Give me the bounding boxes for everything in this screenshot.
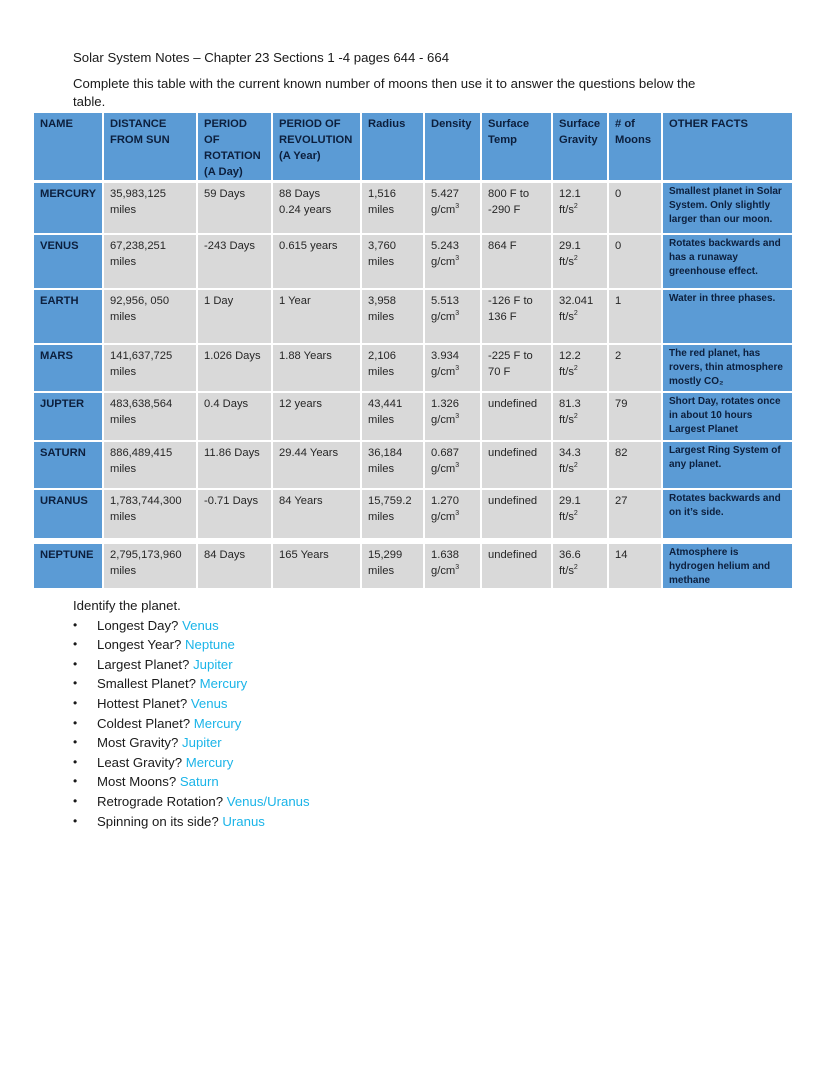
moons-cell: 27 <box>609 490 663 540</box>
planet-name: JUPTER <box>34 393 104 442</box>
moons-cell: 14 <box>609 540 663 590</box>
bullet-icon: • <box>73 637 78 652</box>
surface-temp-cell: undefined <box>482 540 553 590</box>
bullet-icon: • <box>73 695 78 710</box>
table-row <box>34 235 794 290</box>
distance-cell: 141,637,725 miles <box>104 345 198 393</box>
distance-cell: 35,983,125 miles <box>104 183 198 235</box>
header-surface-gravity: Surface Gravity <box>553 113 609 183</box>
density-cell: 3.934 $g/cm^3$ <box>425 345 482 393</box>
radius-cell: 2,106 miles <box>362 345 425 393</box>
document-title: Solar System Notes – Chapter 23 Sections 1 -4 pages 644 - 664 <box>73 50 450 65</box>
planet-name: MARS <box>34 345 104 393</box>
rotation-cell: 1.026 Days <box>198 345 273 393</box>
question-text: Hottest Planet? <box>97 695 188 711</box>
surface-temp-cell: -225 F to 70 F <box>482 345 553 393</box>
revolution-cell: 12 years <box>273 393 362 442</box>
header-rotation: PERIOD OF ROTATION (A Day) <box>198 113 273 183</box>
other-facts-cell: Smallest planet in Solar System. Only slightly larger than our moon. <box>663 183 794 235</box>
rotation-cell: -0.71 Days <box>198 490 273 540</box>
answer-text: Mercury <box>193 715 242 731</box>
surface-gravity-cell: 81.3 $ft/s^2$ <box>553 393 609 442</box>
revolution-cell: 0.615 years <box>273 235 362 290</box>
radius-cell: 3,760 miles <box>362 235 425 290</box>
answer-text: Saturn <box>179 774 219 790</box>
moons-cell: 0 <box>609 183 663 235</box>
planet-name: EARTH <box>34 290 104 345</box>
bullet-icon: • <box>73 656 78 671</box>
bullet-icon: • <box>73 754 78 769</box>
density-cell: 5.427 $g/cm^3$ <box>425 183 482 235</box>
surface-gravity-cell: 34.3 $ft/s^2$ <box>553 442 609 490</box>
header-name: NAME <box>34 113 104 183</box>
rotation-cell: 0.4 Days <box>198 393 273 442</box>
radius-cell: 1,516 miles <box>362 183 425 235</box>
bullet-icon: • <box>73 735 78 750</box>
planet-name: VENUS <box>34 235 104 290</box>
other-facts-cell: Rotates backwards and has a runaway greenhouse effect. <box>663 235 794 290</box>
other-facts-cell: Short Day, rotates once in about 10 hours Largest Planet <box>663 393 794 442</box>
question-item <box>73 616 310 636</box>
moons-cell: 79 <box>609 393 663 442</box>
rotation-cell: 1 Day <box>198 290 273 345</box>
question-item <box>73 714 310 734</box>
header-density: Density <box>425 113 482 183</box>
answer-text: Mercury <box>185 754 234 770</box>
rotation-cell: 59 Days <box>198 183 273 235</box>
header-distance: DISTANCE FROM SUN <box>104 113 198 183</box>
revolution-cell: 1.88 Years <box>273 345 362 393</box>
table-row <box>34 290 794 345</box>
header-revolution: PERIOD OF REVOLUTION (A Year) <box>273 113 362 183</box>
bullet-icon: • <box>73 793 78 808</box>
surface-temp-cell: undefined <box>482 393 553 442</box>
table-header-row <box>34 113 794 183</box>
answer-text: Neptune <box>185 637 235 653</box>
radius-cell: 43,441 miles <box>362 393 425 442</box>
question-item <box>73 753 310 773</box>
surface-gravity-cell: 12.1 $ft/s^2$ <box>553 183 609 235</box>
revolution-cell: 84 Years <box>273 490 362 540</box>
moons-cell: 2 <box>609 345 663 393</box>
revolution-cell: 88 Days 0.24 years <box>273 183 362 235</box>
question-text: Spinning on its side? <box>97 813 219 829</box>
table-row <box>34 183 794 235</box>
planet-name: MERCURY <box>34 183 104 235</box>
planet-name: SATURN <box>34 442 104 490</box>
answer-text: Venus <box>190 695 228 711</box>
table-row <box>34 345 794 393</box>
header-radius: Radius <box>362 113 425 183</box>
question-item <box>73 792 310 812</box>
distance-cell: 92,956, 050 miles <box>104 290 198 345</box>
question-item <box>73 733 310 753</box>
surface-temp-cell: undefined <box>482 442 553 490</box>
other-facts-cell: Water in three phases. <box>663 290 794 345</box>
instructions-line-1: Complete this table with the current known number of moons then use it to answer the questions below the <box>73 76 696 91</box>
planet-name: URANUS <box>34 490 104 540</box>
questions-heading: Identify the planet. <box>73 598 181 613</box>
table-row <box>34 393 794 442</box>
question-item <box>73 635 310 655</box>
distance-cell: 483,638,564 miles <box>104 393 198 442</box>
question-item <box>73 694 310 714</box>
question-text: Least Gravity? <box>97 754 183 770</box>
question-text: Retrograde Rotation? <box>97 793 224 809</box>
question-text: Coldest Planet? <box>97 715 191 731</box>
table-row <box>34 442 794 490</box>
moons-cell: 0 <box>609 235 663 290</box>
density-cell: 0.687 $g/cm^3$ <box>425 442 482 490</box>
question-text: Longest Year? <box>97 637 182 653</box>
bullet-icon: • <box>73 774 78 789</box>
density-cell: 5.513 $g/cm^3$ <box>425 290 482 345</box>
surface-temp-cell: undefined <box>482 490 553 540</box>
radius-cell: 15,299 miles <box>362 540 425 590</box>
revolution-cell: 29.44 Years <box>273 442 362 490</box>
header-other-facts: OTHER FACTS <box>663 113 794 183</box>
density-cell: 1.638 $g/cm^3$ <box>425 540 482 590</box>
surface-gravity-cell: 36.6 $ft/s^2$ <box>553 540 609 590</box>
moons-cell: 1 <box>609 290 663 345</box>
rotation-cell: 11.86 Days <box>198 442 273 490</box>
distance-cell: 1,783,744,300 miles <box>104 490 198 540</box>
surface-gravity-cell: 29.1 $ft/s^2$ <box>553 235 609 290</box>
answer-text: Venus <box>182 617 219 633</box>
bullet-icon: • <box>73 813 78 828</box>
surface-gravity-cell: 32.041 $ft/s^2$ <box>553 290 609 345</box>
question-item <box>73 812 310 832</box>
answer-text: Mercury <box>199 676 248 692</box>
header-moons: # of Moons <box>609 113 663 183</box>
other-facts-cell: Largest Ring System of any planet. <box>663 442 794 490</box>
bullet-icon: • <box>73 676 78 691</box>
rotation-cell: 84 Days <box>198 540 273 590</box>
radius-cell: 36,184 miles <box>362 442 425 490</box>
questions-list <box>73 616 310 832</box>
question-text: Most Moons? <box>97 774 177 790</box>
density-cell: 1.326 $g/cm^3$ <box>425 393 482 442</box>
question-item <box>73 772 310 792</box>
question-text: Largest Planet? <box>97 656 190 672</box>
bullet-icon: • <box>73 617 78 632</box>
moons-cell: 82 <box>609 442 663 490</box>
surface-temp-cell: 800 F to -290 F <box>482 183 553 235</box>
planet-name: NEPTUNE <box>34 540 104 590</box>
question-text: Smallest Planet? <box>97 676 196 692</box>
distance-cell: 886,489,415 miles <box>104 442 198 490</box>
bullet-icon: • <box>73 715 78 730</box>
revolution-cell: 1 Year <box>273 290 362 345</box>
questions-section <box>73 596 310 831</box>
question-text: Most Gravity? <box>97 735 179 751</box>
answer-text: Jupiter <box>182 735 222 751</box>
density-cell: 5.243 $g/cm^3$ <box>425 235 482 290</box>
other-facts-cell: Atmosphere is hydrogen helium and methane <box>663 540 794 590</box>
surface-temp-cell: -126 F to 136 F <box>482 290 553 345</box>
instructions-line-2: table. <box>73 94 106 109</box>
question-text: Longest Day? <box>97 617 179 633</box>
header-surface-temp: Surface Temp <box>482 113 553 183</box>
table-row <box>34 540 794 590</box>
rotation-cell: -243 Days <box>198 235 273 290</box>
surface-gravity-cell: 12.2 $ft/s^2$ <box>553 345 609 393</box>
other-facts-cell: The red planet, has rovers, thin atmosphere mostly CO₂ <box>663 345 794 393</box>
surface-temp-cell: 864 F <box>482 235 553 290</box>
distance-cell: 67,238,251 miles <box>104 235 198 290</box>
planet-data-table <box>34 113 794 590</box>
answer-text: Jupiter <box>193 656 233 672</box>
other-facts-cell: Rotates backwards and on it’s side. <box>663 490 794 540</box>
distance-cell: 2,795,173,960 miles <box>104 540 198 590</box>
answer-text: Uranus <box>222 813 265 829</box>
surface-gravity-cell: 29.1 $ft/s^2$ <box>553 490 609 540</box>
question-item <box>73 655 310 675</box>
density-cell: 1.270 $g/cm^3$ <box>425 490 482 540</box>
answer-text: Venus/Uranus <box>226 793 310 809</box>
table-row <box>34 490 794 540</box>
revolution-cell: 165 Years <box>273 540 362 590</box>
radius-cell: 3,958 miles <box>362 290 425 345</box>
radius-cell: 15,759.2 miles <box>362 490 425 540</box>
question-item <box>73 674 310 694</box>
